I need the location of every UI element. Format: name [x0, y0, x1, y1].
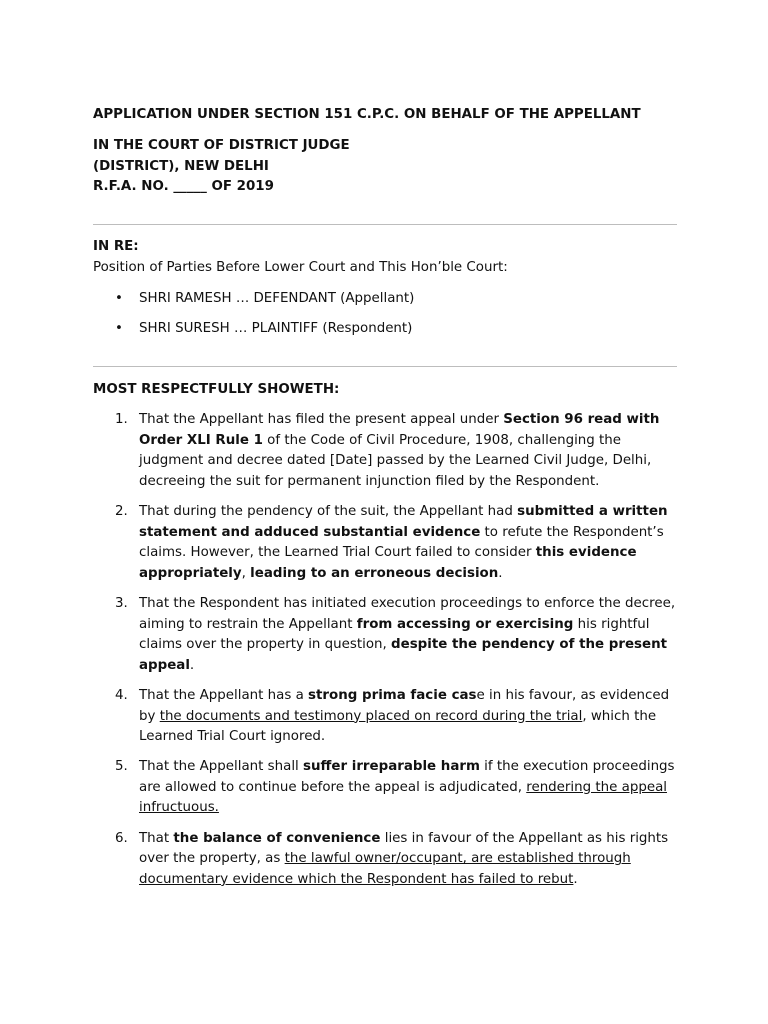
text-run: his rightful claims over the property in question, [139, 616, 650, 653]
numbered-paragraphs [93, 410, 677, 900]
paragraph-text [139, 831, 668, 887]
paragraph-number: 6. [115, 830, 128, 846]
text-run: to refute the Respondent’s claims. However, the Learned Trial Court failed to consider [139, 524, 664, 561]
paragraph-number: 1. [115, 412, 128, 427]
bold-text: this evidence appropriately [139, 545, 637, 581]
text-run: , which the Learned Trial Court ignored. [139, 708, 657, 745]
paragraph-item [93, 410, 677, 492]
text-run: , [241, 565, 251, 581]
court-name-line: IN THE COURT OF DISTRICT JUDGE [93, 138, 350, 153]
case-number-line: R.F.A. NO. _____ OF 2019 [93, 179, 274, 195]
paragraph-number: 2. [115, 503, 128, 519]
bold-text: strong prima facie cas [308, 687, 477, 703]
text-run: . [498, 565, 503, 581]
paragraph-text [139, 688, 669, 744]
bold-text: leading to an erroneous decision [250, 565, 499, 581]
paragraph-item [93, 757, 677, 819]
paragraph-item [93, 594, 677, 676]
underlined-text: the documents and testimony placed on record during the trial [159, 708, 583, 724]
party-item [93, 319, 677, 340]
application-heading: APPLICATION UNDER SECTION 151 C.P.C. ON BEHALF OF THE APPELLANT [93, 107, 641, 122]
text-run: That the Appellant shall [139, 759, 304, 775]
in-re-label: IN RE: [93, 239, 139, 254]
text-run: e in his favour, as evidenced by [139, 687, 670, 724]
bold-text: Section 96 read with Order XLI Rule 1 [139, 412, 660, 448]
paragraph-text [139, 412, 659, 489]
in-re-text: Position of Parties Before Lower Court and This Hon’ble Court: [93, 260, 508, 275]
party-text: SHRI RAMESH … DEFENDANT (Appellant) [139, 291, 415, 306]
paragraph-number: 5. [115, 759, 128, 775]
paragraph-number: 4. [115, 687, 128, 703]
paragraph-text [139, 596, 675, 673]
bold-text: submitted a written statement and adduced substantial evidence [139, 503, 668, 540]
paragraph-number: 3. [115, 595, 128, 611]
paragraph-item [93, 829, 677, 891]
bold-text: from accessing or exercising [356, 616, 574, 632]
court-district-line: (DISTRICT), NEW DELHI [93, 158, 269, 174]
text-run: That the Appellant has filed the present appeal under [139, 412, 504, 427]
section-divider [93, 224, 677, 225]
text-run: That during the pendency of the suit, the Appellant had [139, 503, 518, 519]
parties-list [93, 289, 677, 340]
bold-text: suffer irreparable harm [303, 759, 480, 775]
paragraph-text [139, 504, 668, 581]
party-item [93, 289, 677, 310]
text-run: of the Code of Civil Procedure, 1908, challenging the judgment and decree dated [Date] passed by the Learned Civil Judge, Delhi, decreeing the suit for permanent injunction filed by the Respondent. [139, 432, 652, 489]
bold-text: despite the pendency of the present appeal [139, 637, 668, 673]
underlined-text: rendering the appeal infructuous. [139, 779, 667, 816]
underlined-text: the lawful owner/occupant, are established through documentary evidence which the Respondent has failed to rebut [139, 851, 631, 887]
text-run: That the Appellant has a [139, 687, 309, 703]
bullet-icon: • [115, 320, 123, 336]
text-run: That the Respondent has initiated execution proceedings to enforce the decree, aiming to restrain the Appellant [139, 595, 676, 632]
party-text: SHRI SURESH … PLAINTIFF (Respondent) [139, 320, 413, 336]
text-run: if the execution proceedings are allowed to continue before the appeal is adjudicated, [139, 759, 675, 795]
text-run: . [189, 657, 195, 673]
text-run: That [139, 830, 174, 846]
paragraph-item [93, 686, 677, 748]
bold-text: the balance of convenience [173, 830, 381, 846]
showeth-heading: MOST RESPECTFULLY SHOWETH: [93, 382, 340, 397]
bullet-icon: • [115, 291, 123, 306]
section-divider [93, 366, 677, 367]
paragraph-item [93, 502, 677, 584]
text-run: lies in favour of the Appellant as his rights over the property, as [139, 830, 669, 867]
text-run: . [573, 871, 578, 887]
paragraph-text [139, 759, 675, 815]
